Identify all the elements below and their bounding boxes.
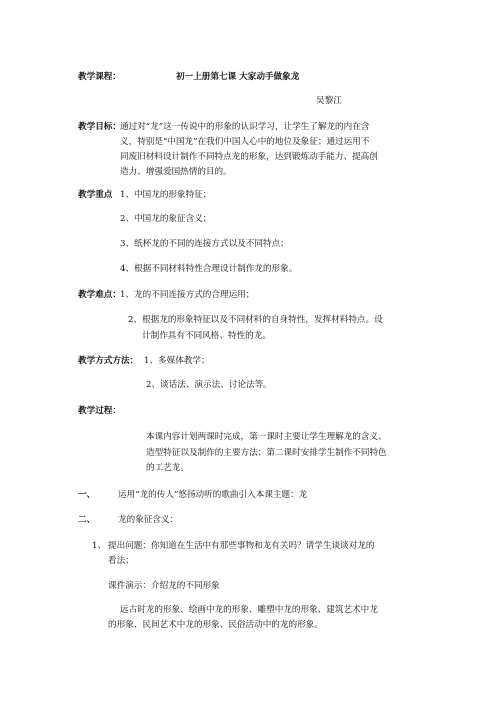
difficulties-label: 教学难点： [78,290,121,300]
process-label: 教学过程： [78,406,121,416]
section-text: 龙的象征含义： [118,515,179,525]
method-item: 2、谈话法、演示法、讨论法等。 [146,380,272,390]
author-name: 吴黎江 [316,96,342,106]
section-number: 二、 [78,515,96,525]
process-intro-line: 本课内容计划两课时完成，第一课时主要让学生理解龙的含义、 [146,432,387,442]
goal-line: 造力、增强爱国热情的目的。 [120,167,232,177]
key-point-item: 3、纸杯龙的不同的连接方式以及不同特点； [120,239,289,249]
course-label: 教学课程： [78,72,121,82]
difficulty-item: 1、龙的不同连接方式的合理运用； [120,290,255,300]
process-intro-line: 的工艺龙。 [146,463,189,473]
section-number: 一、 [78,490,96,500]
methods-label: 教学方式方法： [78,356,139,366]
dragon-images-line: 的形象、民间艺术中龙的形象、民俗活动中的龙的形象。 [108,620,323,630]
question-number: 1、 [92,541,107,551]
goal-line: 同废旧材料设计制作不同特点龙的形象，达到锻炼动手能力、提高创 [120,152,378,162]
lesson-title: 初一上册第七课 大家动手做象龙 [176,72,300,82]
key-point-item: 4、根据不同材料特性合理设计制作龙的形象。 [120,264,298,274]
key-point-item: 2、中国龙的象征含义； [120,214,212,224]
question-line: 看法； [108,556,134,566]
key-points-label: 教学重点 [78,190,113,200]
section-text: 运用“龙的传人”悠扬动听的歌曲引入本课主题：龙 [118,490,308,500]
key-point-item: 1、中国龙的形象特征； [120,190,212,200]
difficulty-item: 2、根据龙的形象特征以及不同材料的自身特性，发挥材料特点。设 [128,315,383,325]
process-intro-line: 造型特征以及制作的主要方法；第二课时安排学生制作不同特色 [146,448,387,458]
goal-line: 通过对“龙”这一传说中的形象的认识学习，让学生了解龙的内在含 [120,122,370,132]
courseware-demo: 课件演示：介绍龙的不同形象 [108,581,220,591]
goal-label: 教学目标： [78,122,121,132]
dragon-images-line: 远古时龙的形象、绘画中龙的形象、雕塑中龙的形象、建筑艺术中龙 [120,605,378,615]
method-item: 1、多媒体教学； [144,356,210,366]
question-line: 提出问题：你知道在生活中有那些事物和龙有关吗？请学生谈谈对龙的 [108,541,375,551]
goal-line: 义，特别是“中国龙”在我们中国人心中的地位及象征；通过运用不 [120,137,370,147]
difficulty-item: 计制作具有不同风格、特性的龙。 [142,331,271,341]
